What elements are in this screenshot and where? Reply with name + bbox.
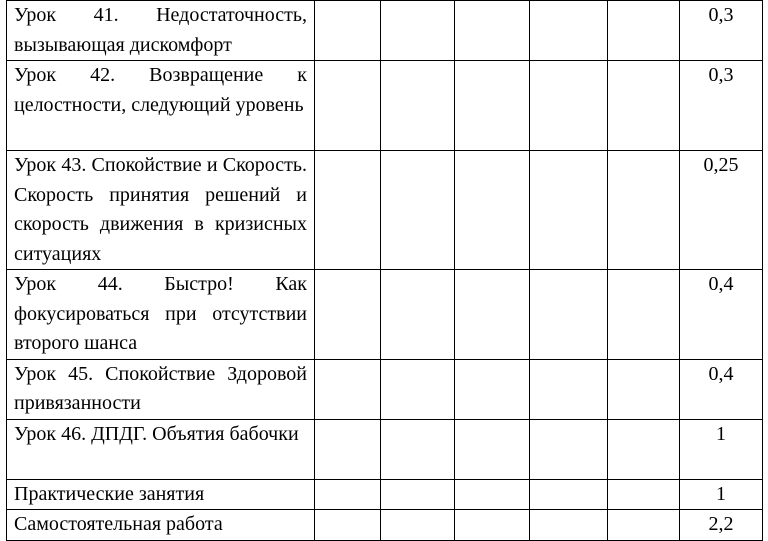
empty-cell [530,479,608,510]
syllabus-table [6,0,763,541]
empty-cell [381,151,455,270]
empty-cell [455,419,530,479]
empty-cell [315,61,381,151]
empty-cell [608,61,680,151]
lesson-hours: 0,3 [680,1,763,61]
empty-cell [530,61,608,151]
empty-cell [315,270,381,360]
empty-cell [381,419,455,479]
lesson-hours: 0,3 [680,61,763,151]
lesson-topic: Практические занятия [7,479,315,510]
lesson-topic: Урок 45. Спокойствие Здоровой привязанности [7,359,315,419]
lesson-hours: 0,25 [680,151,763,270]
empty-cell [455,61,530,151]
empty-cell [381,510,455,541]
empty-cell [381,359,455,419]
table-row [7,61,763,151]
empty-cell [315,1,381,61]
empty-cell [455,479,530,510]
table-row [7,270,763,360]
empty-cell [315,151,381,270]
lesson-hours: 0,4 [680,359,763,419]
empty-cell [455,1,530,61]
lesson-hours: 1 [680,479,763,510]
lesson-topic: Самостоятельная работа [7,510,315,541]
table-row [7,479,763,510]
table-row [7,419,763,479]
empty-cell [381,479,455,510]
empty-cell [455,510,530,541]
lesson-topic: Урок 44. Быстро! Как фокусироваться при отсутствии второго шанса [7,270,315,360]
empty-cell [530,1,608,61]
lesson-topic: Урок 42. Возвращение к целостности, следующий уровень [7,61,315,151]
lesson-hours: 1 [680,419,763,479]
empty-cell [455,359,530,419]
empty-cell [608,1,680,61]
table-row [7,359,763,419]
empty-cell [530,270,608,360]
empty-cell [381,61,455,151]
lesson-hours: 2,2 [680,510,763,541]
empty-cell [530,359,608,419]
empty-cell [315,510,381,541]
empty-cell [381,270,455,360]
table-row [7,1,763,61]
empty-cell [530,510,608,541]
empty-cell [608,479,680,510]
table-row [7,510,763,541]
empty-cell [608,510,680,541]
lesson-topic: Урок 43. Спокойствие и Скорость. Скорость принятия решений и скорость движения в кризисных ситуациях [7,151,315,270]
empty-cell [315,359,381,419]
empty-cell [530,419,608,479]
empty-cell [608,270,680,360]
empty-cell [381,1,455,61]
lesson-topic: Урок 41. Недостаточность, вызывающая дискомфорт [7,1,315,61]
empty-cell [608,359,680,419]
lesson-hours: 0,4 [680,270,763,360]
empty-cell [530,151,608,270]
empty-cell [455,151,530,270]
empty-cell [608,419,680,479]
empty-cell [608,151,680,270]
table-row [7,151,763,270]
lesson-topic: Урок 46. ДПДГ. Объятия бабочки [7,419,315,479]
empty-cell [315,479,381,510]
empty-cell [455,270,530,360]
empty-cell [315,419,381,479]
